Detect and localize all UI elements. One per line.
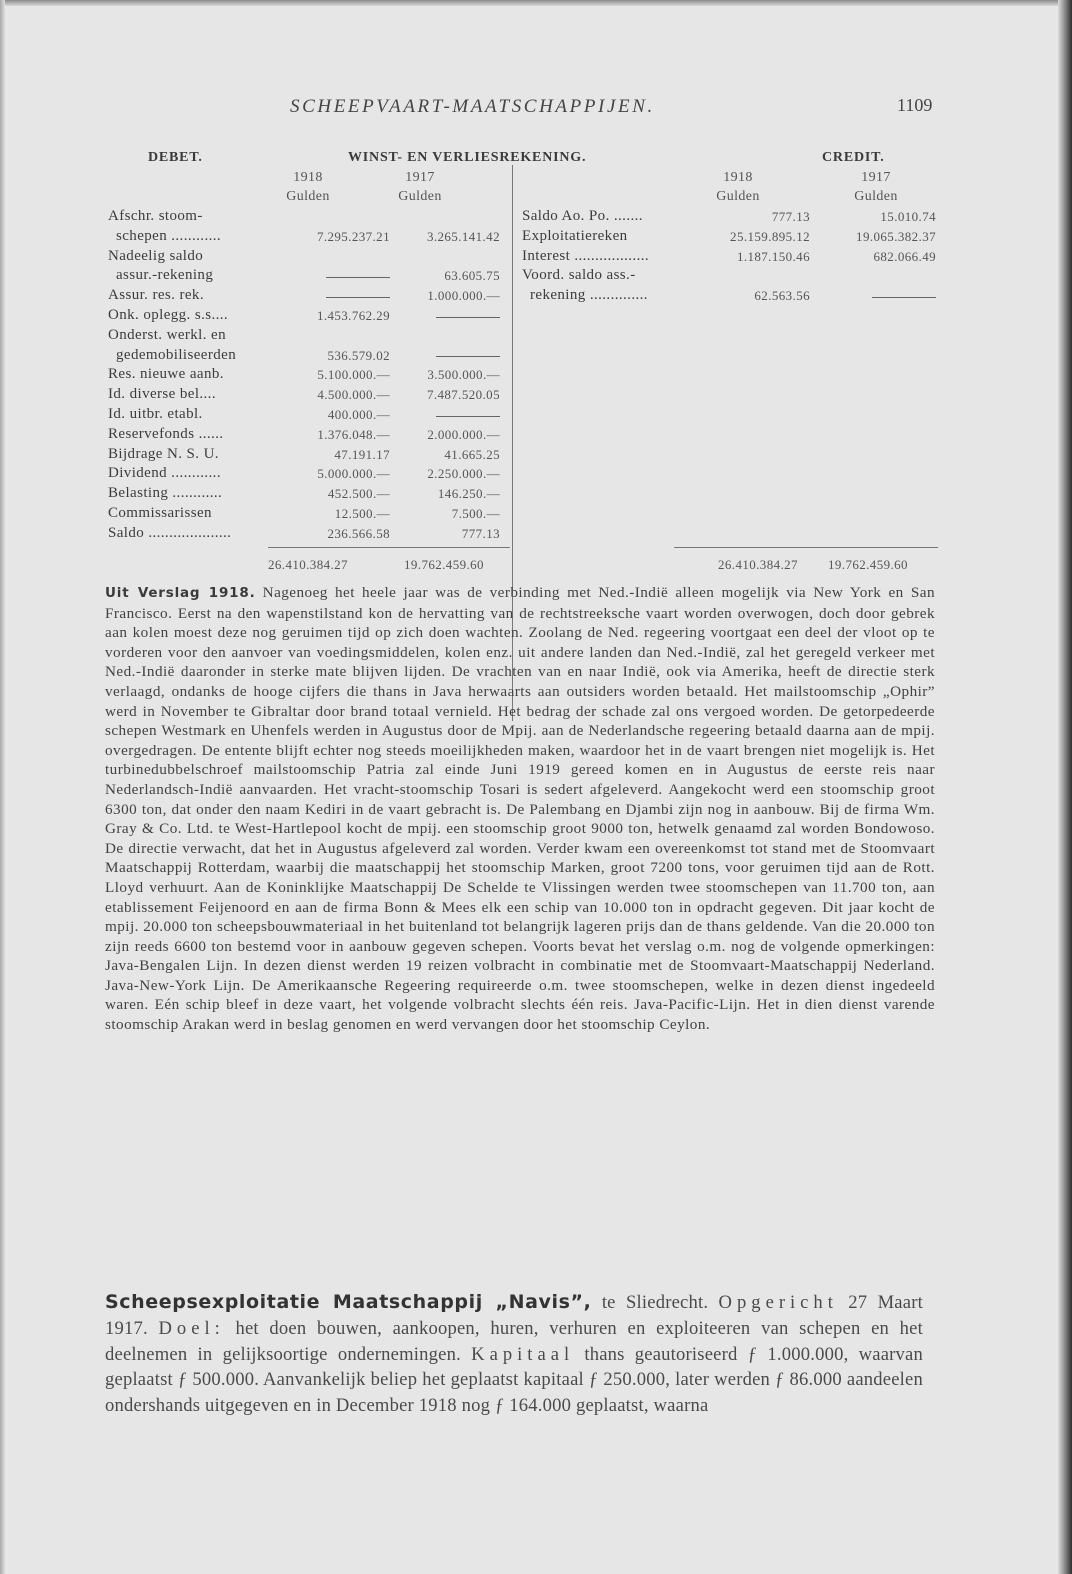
value-1918: 1.376.048.—	[317, 426, 390, 442]
row-label: Saldo Ao. Po. .......	[522, 208, 643, 224]
value-1917: 1.000.000.—	[427, 288, 500, 304]
value-1917: 41.665.25	[444, 446, 500, 462]
value-1918: 7.295.237.21	[316, 228, 390, 244]
debet-col-1918	[268, 168, 348, 206]
value-1918: 1.453.762.29	[316, 308, 390, 323]
account-row	[108, 365, 508, 384]
credit-col-1917	[836, 168, 916, 206]
value-1917: 3.265.141.42	[426, 228, 500, 244]
account-row	[108, 207, 508, 226]
scan-edge-top	[0, 0, 1072, 6]
value-1918: 5.000.000.—	[317, 466, 390, 482]
value-1918: 12.500.—	[334, 506, 390, 521]
value-1918: 777.13	[771, 209, 810, 224]
profit-loss-account	[108, 146, 950, 576]
row-label: Exploitatiereken	[522, 227, 628, 244]
value-1918: 400.000.—	[327, 407, 390, 422]
row-label: Commissarissen	[108, 505, 212, 521]
credit-col-1918	[698, 168, 778, 206]
scan-edge-right	[1058, 0, 1072, 1574]
year-label: 1918	[723, 170, 753, 185]
value-1917	[370, 405, 500, 424]
doel-label: Doel:	[158, 1317, 225, 1339]
account-row	[108, 405, 508, 424]
value-1917: 7.500.—	[451, 506, 500, 521]
scan-edge-left	[0, 0, 5, 1574]
row-label: Belasting ............	[108, 485, 223, 502]
row-label: Onk. oplegg. s.s....	[108, 307, 229, 323]
row-label: Afschr. stoom-	[108, 208, 203, 224]
account-row	[108, 286, 508, 305]
account-row	[522, 266, 952, 285]
debet-total-1918: 26.410.384.27	[268, 557, 348, 572]
row-label: Dividend ............	[108, 465, 221, 482]
report-lead: Uit Verslag 1918.	[105, 585, 256, 601]
row-label: Onderst. werkl. en	[108, 326, 227, 343]
opgericht-text: 27 Maart 1917.	[105, 1292, 923, 1339]
account-row	[108, 266, 508, 285]
account-row	[108, 306, 508, 325]
opgericht-label: Opgericht	[718, 1292, 838, 1313]
kapitaal-label: Kapitaal	[471, 1343, 575, 1365]
value-1917	[812, 286, 936, 305]
account-row	[522, 247, 952, 266]
row-label: Saldo ....................	[108, 524, 232, 541]
account-row	[108, 445, 508, 464]
credit-sum-line	[674, 547, 938, 548]
account-row	[108, 227, 508, 246]
currency-label: Gulden	[398, 189, 442, 204]
currency-label: Gulden	[716, 189, 760, 204]
value-1918: 1.187.150.46	[736, 248, 810, 264]
row-label: gedemobiliseerden	[116, 346, 237, 363]
row-label: Res. nieuwe aanb.	[108, 366, 224, 383]
page-number: 1109	[897, 95, 933, 115]
row-label: Bijdrage N. S. U.	[108, 445, 219, 462]
credit-label: CREDIT.	[822, 150, 885, 165]
report-text: Nagenoeg het heele jaar was de verbinding met Ned.-Indië alleen mogelijk via New York en San Francisco. Eerst na den wapenstilstand kon de hervatting van de rechtstreeksche vaart worden overwogen, doch door gebrek aan kolen moest deze nog geruimen tijd op zich doen wachten. Zoolang de Ned. regeering voortgaat een deel der vloot op te vorderen voor den aanvoer van voedingsmiddelen, kolen enz. uit andere landen dan Ned.-Indië, zal het geregeld verkeer met Ned.-Indië daaronder in sterke mate blijven lijden. De vrachten van en naar Indië, ook via Amerika, heeft de directie sterk verlaagd, ondanks de hooge cijfers die thans in Java herwaarts aan outsiders worden betaald. Het mailstoomschip „Ophir” werd in November te Gibraltar door brand totaal vernield. Het bedrag der schade zal ons vergoed worden. De getorpedeerde schepen Westmark en Uhenfels werden in Augustus door de Mpij. aan de Nederlandsche regeering betaald daarna aan de mpij. overgedragen. De entente blijft echter nog steeds moeilijkheden maken, waardoor het in de vaart brengen niet mogelijk is. Het turbinedubbelschroef mailstoomschip Patria zal einde Juni 1919 gereed komen en in Augustus de eerste reis naar Nederlandsch-Indië aanvaarden. Het vracht-stoomschip Tosari is sedert afgeleverd. Aangekocht werd een stoomschip groot 6300 ton, dat onder den naam Kediri in de vaart gebracht is. De Palembang en Djambi zijn nog in aanbouw. Bij de firma Wm. Gray & Co. Ltd. te West-Hartlepool kocht de mpij. een stoomschip groot 9000 ton, hetwelk genaamd zal worden Bondowoso. De directie verwacht, dat het in Augustus afgeleverd zal worden. Verder kwam een overeenkomst tot stand met de Stoomvaart Maatschappij Rotterdam, waarbij die maatschappij het stoomschip Marken, groot 7200 tons, voor geruimen tijd aan de Rott. Lloyd verhuurt. Aan de Koninklijke Maatschappij De Schelde te Vlissingen werden twee stoomschepen van 11.700 ton, aan etablissement Feijenoord en aan de firma Bonn & Mees elk een schip van 10.000 ton in opdracht gegeven. Dit jaar kocht de mpij. 20.000 ton scheepsbouwmateriaal in het buitenland tot belangrijk lageren prijs dan de thans geldende. Van die 20.000 ton zijn reeds 6600 ton bestemd voor in aanbouw gegeven schepen. Voorts bevat het verslag o.m. nog de volgende opmerkingen: Java-Bengalen Lijn. In dezen dienst werden 19 reizen volbracht in combinatie met de Stoomvaart-Maatschappij Nederland. Java-New-York Lijn. De Amerikaansche Regeering requireerde o.m. twee stoomschepen, welke in dezen dienst ingedeeld waren. Eén schip bleef in deze vaart, het volgende volbracht slechts één reis. Java-Pacific-Lijn. Het in dien dienst varende stoomschip Arakan werd in beslag genomen en werd vervangen door het stoomschip Ceylon.	[105, 584, 935, 1034]
doel-text: het doen bouwen, aankoopen, huren, verhuren en exploiteeren van schepen en het deelnemen in gelijksoortige ondernemingen.	[105, 1317, 923, 1365]
account-row	[108, 464, 508, 483]
value-1917: 63.605.75	[444, 268, 500, 284]
account-row	[108, 484, 508, 503]
row-label: Id. uitbr. etabl.	[108, 406, 203, 422]
value-1917: 2.000.000.—	[427, 426, 500, 442]
value-1918: 25.159.895.12	[730, 228, 810, 244]
currency-label: Gulden	[286, 189, 330, 204]
value-1918: 236.566.58	[327, 525, 390, 541]
account-title: WINST- EN VERLIESREKENING.	[348, 150, 587, 165]
value-1918: 4.500.000.—	[317, 387, 390, 403]
row-label: Voord. saldo ass.-	[522, 267, 636, 284]
year-label: 1917	[861, 170, 891, 185]
account-row	[522, 286, 952, 305]
nil-dash	[436, 317, 500, 318]
value-1917: 682.066.49	[873, 248, 936, 264]
year-label: 1917	[405, 170, 435, 185]
value-1917: 15.010.74	[880, 209, 936, 224]
navis-location: te Sliedrecht.	[601, 1292, 709, 1313]
report-paragraph	[105, 583, 935, 1035]
row-label: Id. diverse bel....	[108, 386, 216, 403]
row-label: Reservefonds ......	[108, 425, 224, 442]
nil-dash	[436, 416, 500, 417]
value-1917	[370, 306, 500, 325]
debet-col-1917	[380, 168, 460, 206]
currency-label: Gulden	[854, 189, 898, 204]
value-1917: 19.065.382.37	[856, 228, 936, 244]
account-row	[108, 346, 508, 365]
navis-title: Scheepsexploitatie Maatschappij „Navis”,	[105, 1291, 592, 1313]
credit-total-1917: 19.762.459.60	[828, 557, 908, 572]
kapitaal-text: thans geautoriseerd ƒ 1.000.000, waarvan geplaatst ƒ 500.000. Aanvankelijk beliep het geplaatst kapitaal ƒ 250.000, later werden ƒ 86.000 aandeelen ondershands uitgegeven en in December 1918 nog ƒ 164.000 geplaatst, waarna	[105, 1343, 923, 1417]
account-row	[108, 385, 508, 404]
value-1917: 777.13	[461, 525, 500, 541]
debet-total-1917: 19.762.459.60	[404, 557, 484, 572]
account-row	[522, 227, 952, 246]
value-1917: 3.500.000.—	[427, 367, 500, 383]
value-1918: 5.100.000.—	[317, 367, 390, 383]
value-1918: 62.563.56	[754, 288, 810, 304]
value-1917	[370, 346, 500, 365]
row-label: Assur. res. rek.	[108, 287, 204, 304]
row-label: schepen ............	[116, 227, 222, 244]
account-row	[108, 326, 508, 345]
value-1918: 452.500.—	[327, 486, 390, 502]
year-label: 1918	[293, 170, 323, 185]
value-1918: 536.579.02	[327, 347, 390, 363]
running-head: SCHEEPVAART-MAATSCHAPPIJEN.	[290, 96, 655, 117]
credit-total-1918: 26.410.384.27	[718, 557, 798, 572]
account-row	[108, 425, 508, 444]
account-row	[108, 524, 508, 543]
account-row	[522, 207, 952, 226]
row-label: Interest ..................	[522, 247, 650, 264]
nil-dash	[436, 356, 500, 357]
value-1917: 2.250.000.—	[427, 466, 500, 482]
account-row	[108, 247, 508, 266]
row-label: rekening ..............	[530, 287, 648, 304]
navis-entry	[105, 1290, 923, 1419]
value-1917: 146.250.—	[437, 486, 500, 502]
value-1918: 47.191.17	[334, 446, 390, 462]
row-label: Nadeelig saldo	[108, 247, 204, 264]
nil-dash	[872, 297, 936, 298]
value-1917: 7.487.520.05	[426, 387, 500, 403]
row-label: assur.-rekening	[116, 267, 214, 284]
account-row	[108, 504, 508, 523]
debet-label: DEBET.	[148, 150, 203, 165]
debet-sum-line	[268, 547, 510, 548]
